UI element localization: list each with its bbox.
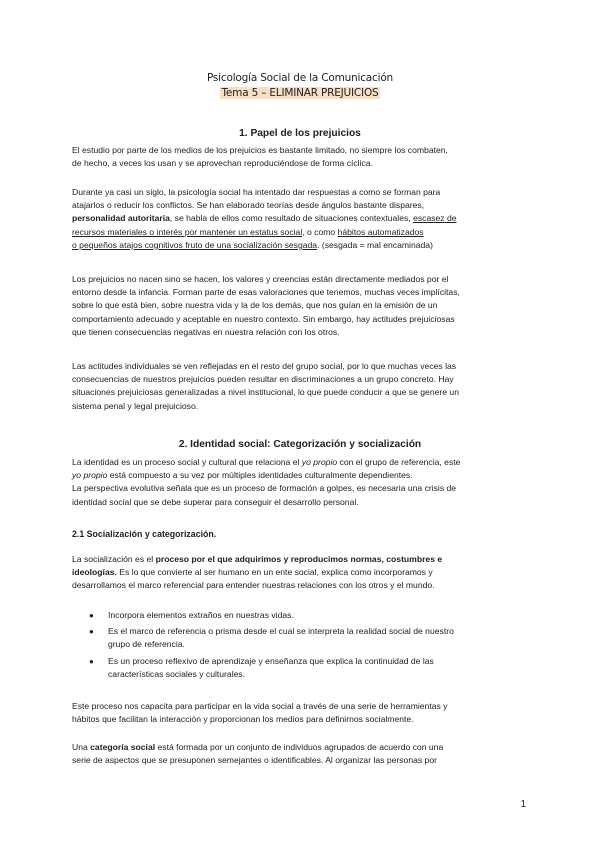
text-line: Las actitudes individuales se ven reflejadas en el resto del grupo social, por lo que muchas veces las (72, 361, 457, 371)
text-line: de hecho, a veces los usan y se aprovechan reproduciéndose de forma cíclica. (72, 158, 373, 169)
subsection-2-1-paragraph-1 (72, 553, 534, 593)
text-span: Es lo que convierte al ser humano en un ente social, explica como incorporamos y (116, 567, 433, 578)
text-line: Durante ya casi un siglo, la psicología social ha intentado dar respuestas a como se forman para (72, 187, 441, 197)
subsection-2-1-paragraph-2 (72, 700, 534, 726)
text-line: identidad social que se debe superar para conseguir el desarrollo personal. (72, 496, 359, 507)
underlined-phrase: recursos materiales o interés por mantener un estatus social (72, 226, 303, 237)
section-1-paragraph-2 (72, 186, 534, 252)
text-line: Es un proceso reflexivo de aprendizaje y enseñanza que explica la continuidad de las (108, 655, 434, 666)
text-span: Una (72, 742, 91, 752)
text-line: sobre lo que está bien, sobre nuestra vida y la de los demás, que nos guían en la emisión de un (72, 300, 438, 311)
bold-phrase: proceso por el que adquirimos y reproducimos normas, costumbres e (155, 554, 443, 564)
list-item (72, 655, 542, 681)
text-line (72, 456, 534, 469)
text-line (72, 553, 534, 566)
text-line: atajarlos o reducir los conflictos. Se han elaborado teorías desde ángulos bastante dispares, (72, 200, 425, 211)
section-2-heading: 2. Identidad social: Categorización y socialización (178, 439, 422, 450)
text-line: desarrollamos el marco referencial para entender nuestras relaciones con los otros y el mundo. (72, 580, 435, 591)
list-item (72, 609, 542, 622)
text-line (72, 226, 534, 239)
subsection-2-1-paragraph-3 (72, 741, 534, 767)
bullet-icon: ● (89, 627, 94, 637)
text-line: La perspectiva evolutiva señala que es un proceso de formación a golpes, es necesaria una crisis de (72, 483, 457, 494)
bullet-icon: ● (89, 656, 94, 666)
section-1-paragraph-1 (72, 144, 534, 170)
text-line: Incorpora elementos extraños en nuestras vidas. (108, 610, 294, 620)
section-2-paragraph-1 (72, 456, 534, 509)
text-span: , o como (302, 226, 338, 237)
bold-term: categoría social (90, 742, 156, 752)
text-span: está compuesto a su vez por múltiples identidades culturalmente dependientes. (107, 470, 413, 481)
italic-term: yo propio (72, 470, 108, 481)
text-line: Este proceso nos capacita para participar en la vida social a través de una serie de herramientas y (72, 701, 448, 711)
section-1-paragraph-3 (72, 273, 534, 339)
document-title: Psicología Social de la Comunicación (206, 72, 394, 84)
text-line (72, 566, 534, 579)
bullet-icon: ● (89, 611, 94, 620)
bold-phrase: ideologías. (72, 567, 117, 578)
text-line (72, 469, 534, 482)
text-line: comportamiento adecuado y aceptable en nuestro contexto. Sin embargo, hay actitudes prejuiciosas (72, 313, 455, 324)
bold-term: personalidad autoritaria (72, 213, 170, 224)
text-line (72, 741, 534, 754)
text-line: grupo de referencia. (108, 639, 185, 650)
text-line (72, 239, 534, 252)
italic-term: yo propio (301, 457, 338, 467)
text-line: entorno desde la infancia. Forman parte de esas valoraciones que tenemos, muchas veces implícitas, (72, 287, 460, 298)
text-line: que tienen consecuencias negativas en nuestra relación con los otros. (72, 326, 340, 337)
underlined-phrase: hábitos automatizados (337, 226, 424, 237)
text-span: . (sesgada = mal encaminada) (317, 239, 433, 250)
socialization-bullet-list (72, 609, 542, 681)
text-line: Los prejuicios no nacen sino se hacen, los valores y creencias están directamente mediados por el (72, 274, 449, 284)
text-line: hábitos que facilitan la interacción y proporcionan los medios para definirnos socialmente. (72, 714, 414, 725)
text-line: situaciones prejuiciosas generalizadas a nivel institucional, lo que puede conducir a que se genere un (72, 387, 459, 398)
underlined-phrase: o pequeños atajos cognitivos fruto de una socialización sesgada (72, 239, 318, 250)
section-1-heading: 1. Papel de los prejuicios (239, 128, 361, 139)
subsection-2-1-heading: 2.1 Socialización y categorización. (72, 529, 217, 539)
text-line: consecuencias de nuestros prejuicios pueden resultar en discriminaciones a un grupo concreto. Hay (72, 374, 454, 385)
text-line: sistema penal y legal prejuicioso. (72, 400, 199, 411)
text-span: La identidad es un proceso social y cultural que relaciona el (72, 457, 302, 467)
text-span: , se habla de ellos como resultado de situaciones contextuales, (169, 213, 414, 224)
text-line: características sociales y culturales. (108, 668, 246, 679)
text-span: está formada por un conjunto de individuos agrupados de acuerdo con una (155, 742, 444, 752)
section-1-paragraph-4 (72, 360, 534, 413)
underlined-phrase: escasez de (413, 213, 457, 224)
list-item (72, 625, 542, 651)
text-span: con el grupo de referencia, este (337, 457, 461, 467)
text-line (72, 212, 534, 225)
subtitle-highlight: Tema 5 – ELIMINAR PREJUICIOS (221, 87, 379, 99)
text-line: Es el marco de referencia o prisma desde el cual se interpreta la realidad social de nuestro (108, 626, 454, 637)
document-subtitle (0, 87, 600, 100)
text-line: serie de aspectos que se presuponen semejantes o identificables. Al organizar las personas por (72, 755, 437, 766)
text-line: El estudio por parte de los medios de los prejuicios es bastante limitado, no siempre los combaten, (72, 145, 448, 155)
text-span: La socialización es el (72, 554, 156, 564)
page-number: 1 (520, 799, 526, 810)
